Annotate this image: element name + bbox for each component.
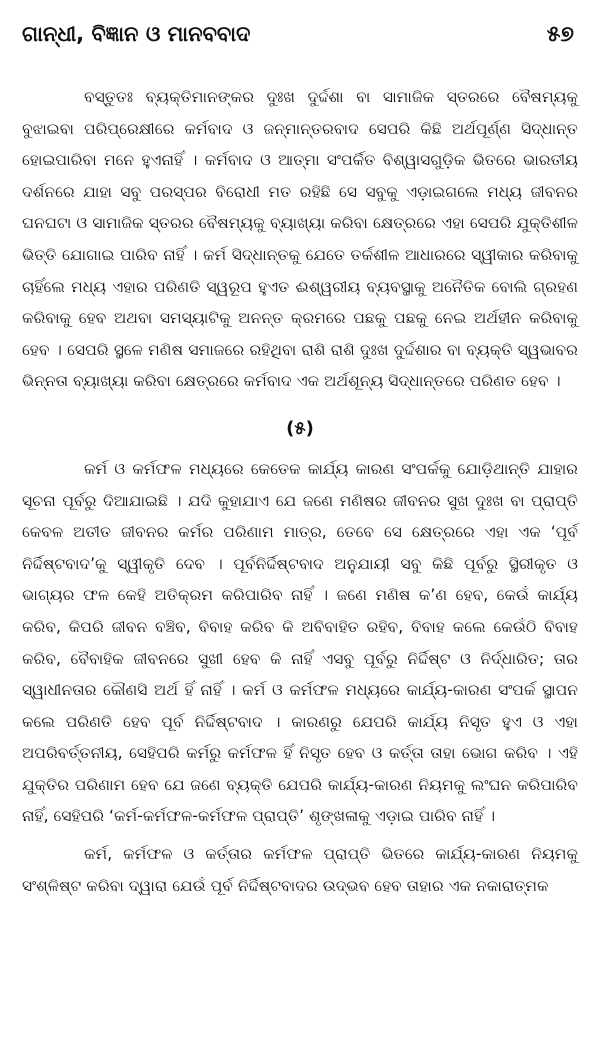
page-number: ୫୭ xyxy=(546,22,574,47)
running-header xyxy=(22,22,578,82)
paragraph-3: କର୍ମ, କର୍ମଫଳ ଓ କର୍ତ୍ତାର କର୍ମଫଳ ପ୍ରାପ୍ତି ଭିତରେ କାର୍ଯ୍ୟ-କାରଣ ନିୟମକୁ ସଂଶ୍ଳିଷ୍ଟ କରିବା ଦ୍ୱାରା ଯେଉଁ ପୂର୍ବ ନିର୍ଦ୍ଦିଷ୍ଟବାଦର ଉଦ୍ଭବ ହେବ ତାହାର ଏକ ନକାରାତ୍ମକ xyxy=(22,845,578,895)
body-text xyxy=(22,82,578,902)
paragraph-1: ବସ୍ତୁତଃ ବ୍ୟକ୍ତିମାନଙ୍କର ଦୁଃଖ ଦୁର୍ଦ୍ଦଶା ବା ସାମାଜିକ ସ୍ତରରେ ବୈଷମ୍ୟକୁ ବୁଝାଇବା ପରିପ୍ରେକ୍ଷୀରେ କର୍ମବାଦ ଓ ଜନ୍ମାନ୍ତରବାଦ ସେପରି କିଛି ଅର୍ଥପୂର୍ଣ୍ଣ ସିଦ୍ଧାନ୍ତ ହୋଇପାରିବା ମନେ ହୁଏନାହିଁ । କର୍ମବାଦ ଓ ଆତ୍ମା ସଂପର୍କିତ ବିଶ୍ୱାସଗୁଡ଼ିକ ଭିତରେ ଭାରତୀୟ ଦର୍ଶନରେ ଯାହା ସବୁ ପରସ୍ପର ବିରୋଧୀ ମତ ରହିଛି ସେ ସବୁକୁ ଏଡ଼ାଇଗଲେ ମଧ୍ୟ ଜୀବନର ଘନଘଟା ଓ ସାମାଜିକ ସ୍ତରର ବୈଷମ୍ୟକୁ ବ୍ୟାଖ୍ୟା କରିବା କ୍ଷେତ୍ରରେ ଏହା ସେପରି ଯୁକ୍ତିଶୀଳ ଭିତ୍ତି ଯୋଗାଇ ପାରିବ ନାହିଁ । କର୍ମ ସିଦ୍ଧାନ୍ତକୁ ଯେତେ ତର୍କଶୀଳ ଆଧାରରେ ସ୍ୱୀକାର କରିବାକୁ ଚାହିଁଲେ ମଧ୍ୟ ଏହାର ପରିଣତି ସ୍ୱରୂପ ହୁଏତ ଈଶ୍ୱରୀୟ ବ୍ୟବସ୍ଥାକୁ ଅନୈତିକ ବୋଲି ଗ୍ରହଣ କରିବାକୁ ହେବ ଅଥବା ସମସ୍ୟାଟିକୁ ଅନନ୍ତ କ୍ରମରେ ପଛକୁ ପଛକୁ ନେଇ ଅର୍ଥହୀନ କରିବାକୁ ହେବ । ସେପରି ସ୍ଥଳେ ମଣିଷ ସମାଜରେ ରହିଥିବା ରାଶି ରାଶି ଦୁଃଖ ଦୁର୍ଦ୍ଦଶାର ବା ବ୍ୟକ୍ତି ସ୍ୱଭାବର ଭିନ୍ନତା ବ୍ୟାଖ୍ୟା କରିବା କ୍ଷେତ୍ରରେ କର୍ମବାଦ ଏକ ଅର୍ଥଶୂନ୍ୟ ସିଦ୍ଧାନ୍ତରେ ପରିଣତ ହେବ । xyxy=(22,88,578,391)
paragraph-2: କର୍ମ ଓ କର୍ମଫଳ ମଧ୍ୟରେ କେତେକ କାର୍ଯ୍ୟ କାରଣ ସଂପର୍କକୁ ଯୋଡ଼ିଥାନ୍ତି ଯାହାର ସୂଚନା ପୂର୍ବରୁ ଦିଆଯାଇଛି । ଯଦି କୁହାଯାଏ ଯେ ଜଣେ ମଣିଷର ଜୀବନର ସୁଖ ଦୁଃଖ ବା ପ୍ରାପ୍ତି କେବଳ ଅତୀତ ଜୀବନର କର୍ମର ପରିଣାମ ମାତ୍ର, ତେବେ ସେ କ୍ଷେତ୍ରରେ ଏହା ଏକ ‘ପୂର୍ବ ନିର୍ଦ୍ଦିଷ୍ଟବାଦ’କୁ ସ୍ୱୀକୃତି ଦେବ । ପୂର୍ବନିର୍ଦ୍ଦିଷ୍ଟବାଦ ଅନୁଯାୟୀ ସବୁ କିଛି ପୂର୍ବରୁ ସ୍ଥିରୀକୃତ ଓ ଭାଗ୍ୟର ଫଳ କେହି ଅତିକ୍ରମ କରିପାରିବ ନାହିଁ । ଜଣେ ମଣିଷ କ’ଣ ହେବ, କେଉଁ କାର୍ଯ୍ୟ କରିବ, କିପରି ଜୀବନ ବଞ୍ଚିବ, ବିବାହ କରିବ କି ଅବିବାହିତ ରହିବ, ବିବାହ କଲେ କେଉଁଠି ବିବାହ କରିବ, ବୈବାହିକ ଜୀବନରେ ସୁଖୀ ହେବ କି ନାହିଁ ଏସବୁ ପୂର୍ବରୁ ନିର୍ଦ୍ଦିଷ୍ଟ ଓ ନିର୍ଦ୍ଧାରିତ; ତାର ସ୍ୱାଧୀନତାର କୌଣସି ଅର୍ଥ ହିଁ ନାହିଁ । କର୍ମ ଓ କର୍ମଫଳ ମଧ୍ୟରେ କାର୍ଯ୍ୟ-କାରଣ ସଂପର୍କ ସ୍ଥାପନ କଲେ ପରିଣତି ହେବ ପୂର୍ବ ନିର୍ଦ୍ଦିଷ୍ଟବାଦ । କାରଣରୁ ଯେପରି କାର୍ଯ୍ୟ ନିସୃତ ହୁଏ ଓ ଏହା ଅପରିବର୍ତ୍ତନୀୟ, ସେହିପରି କର୍ମରୁ କର୍ମଫଳ ହିଁ ନିସୃତ ହେବ ଓ କର୍ତ୍ତା ତାହା ଭୋଗ କରିବ । ଏହି ଯୁକ୍ତିର ପରିଣାମ ହେବ ଯେ ଜଣେ ବ୍ୟକ୍ତି ଯେପରି କାର୍ଯ୍ୟ-କାରଣ ନିୟମକୁ ଲଂଘନ କରିପାରିବ ନାହିଁ, ସେହିପରି ‘କର୍ମ-କର୍ମଫଳ-କର୍ମଫଳ ପ୍ରାପ୍ତି’ ଶୃଙ୍ଖଳାକୁ ଏଡ଼ାଇ ପାରିବ ନାହିଁ । xyxy=(22,459,578,826)
section-heading: (୫) xyxy=(286,417,314,439)
running-title: ଗାନ୍ଧୀ, ବିଜ୍ଞାନ ଓ ମାନବବାଦ xyxy=(22,22,251,46)
